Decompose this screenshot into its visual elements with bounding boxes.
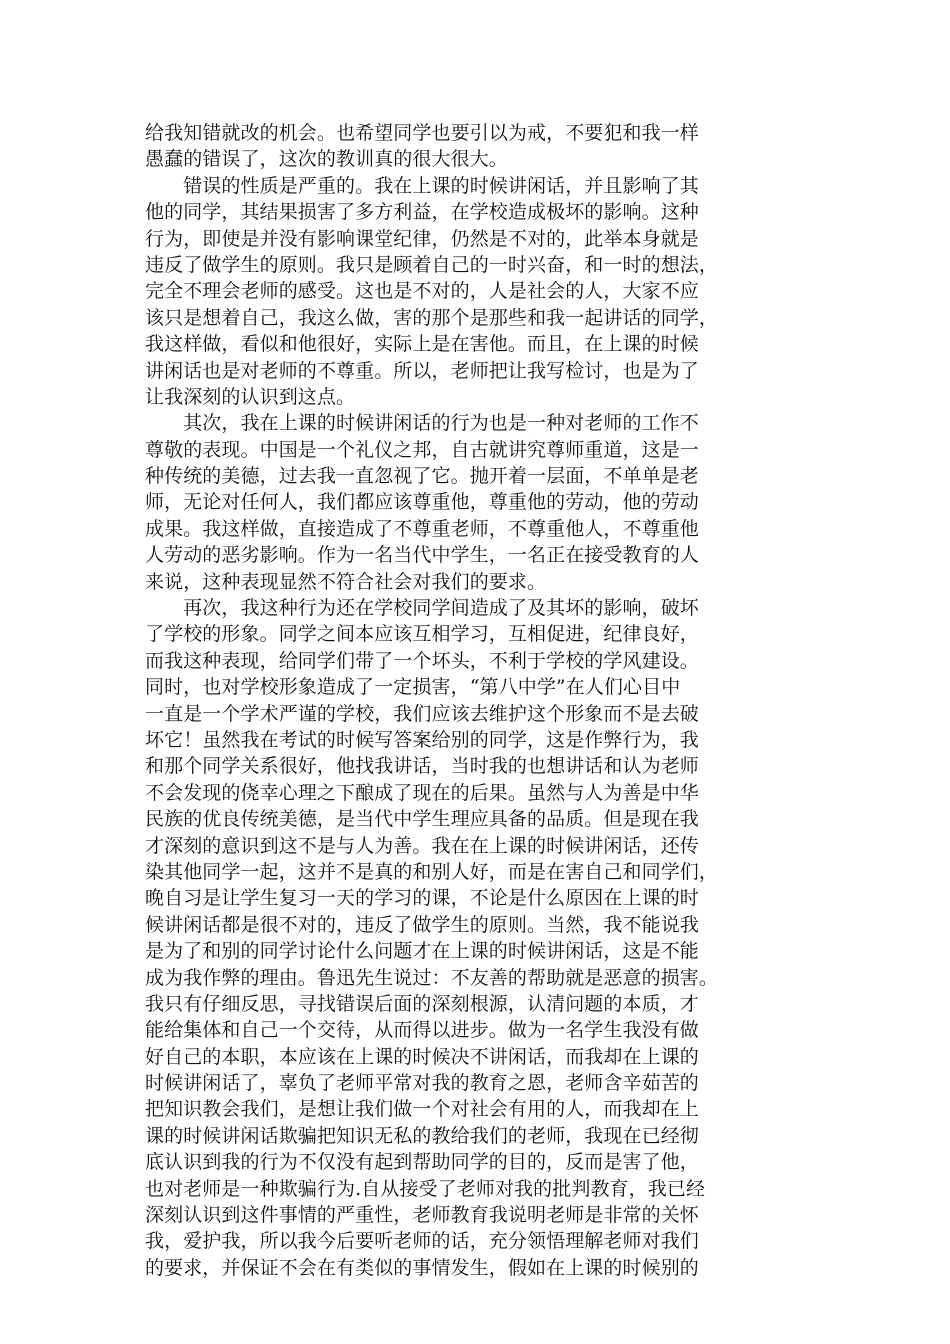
text-line: 把知识教会我们，是想让我们做一个对社会有用的人，而我却在上 bbox=[145, 1098, 699, 1121]
text-line: 成果。我这样做，直接造成了不尊重老师，不尊重他人，不尊重他 bbox=[145, 517, 699, 540]
text-line: 愚蠢的错误了，这次的教训真的很大很大。 bbox=[145, 148, 508, 171]
text-line: 民族的优良传统美德，是当代中学生理应具备的品质。但是现在我 bbox=[145, 808, 699, 831]
text-line: 同时，也对学校形象造成了一定损害，“第八中学”在人们心目中 bbox=[145, 676, 681, 699]
text-line: 好自己的本职，本应该在上课的时候决不讲闲话，而我却在上课的 bbox=[145, 1045, 699, 1068]
text-line: 违反了做学生的原则。我只是顾着自己的一时兴奋，和一时的想法， bbox=[145, 253, 719, 276]
text-line: 深刻认识到这件事情的严重性，老师教育我说明老师是非常的关怀 bbox=[145, 1204, 699, 1227]
text-line: 再次，我这种行为还在学校同学间造成了及其坏的影响，破坏 bbox=[145, 597, 699, 620]
text-line: 底认识到我的行为不仅没有起到帮助同学的目的，反而是害了他， bbox=[145, 1151, 699, 1174]
text-line: 了学校的形象。同学之间本应该互相学习，互相促进，纪律良好， bbox=[145, 623, 699, 646]
text-line: 来说，这种表现显然不符合社会对我们的要求。 bbox=[145, 570, 547, 593]
text-line: 错误的性质是严重的。我在上课的时候讲闲话，并且影响了其 bbox=[145, 174, 699, 197]
text-line: 该只是想着自己，我这么做，害的那个是那些和我一起讲话的同学， bbox=[145, 306, 719, 329]
text-line: 候讲闲话都是很不对的，违反了做学生的原则。当然，我不能说我 bbox=[145, 913, 699, 936]
text-line: 他的同学，其结果损害了多方利益，在学校造成极坏的影响。这种 bbox=[145, 201, 699, 224]
text-line: 是为了和别的同学讨论什么问题才在上课的时候讲闲话，这是不能 bbox=[145, 940, 699, 963]
text-line: 给我知错就改的机会。也希望同学也要引以为戒，不要犯和我一样 bbox=[145, 122, 699, 144]
text-line: 完全不理会老师的感受。这也是不对的，人是社会的人，大家不应 bbox=[145, 280, 699, 303]
text-line: 能给集体和自己一个交待，从而得以进步。做为一名学生我没有做 bbox=[145, 1019, 699, 1042]
text-line: 坏它！虽然我在考试的时候写答案给别的同学，这是作弊行为，我 bbox=[145, 728, 699, 751]
text-line: 其次，我在上课的时候讲闲话的行为也是一种对老师的工作不 bbox=[145, 412, 699, 435]
text-line: 不会发现的侥幸心理之下酿成了现在的后果。虽然与人为善是中华 bbox=[145, 781, 699, 804]
text-line: 晚自习是让学生复习一天的学习的课，不论是什么原因在上课的时 bbox=[145, 887, 699, 910]
text-line: 让我深刻的认识到这点。 bbox=[145, 385, 356, 408]
text-line: 而我这种表现，给同学们带了一个坏头，不利于学校的学风建设。 bbox=[145, 649, 699, 672]
text-line: 成为我作弊的理由。鲁迅先生说过：不友善的帮助就是恶意的损害。 bbox=[145, 966, 719, 989]
text-line: 我，爱护我，所以我今后要听老师的话，充分领悟理解老师对我们 bbox=[145, 1230, 699, 1253]
text-line: 人劳动的恶劣影响。作为一名当代中学生，一名正在接受教育的人 bbox=[145, 544, 699, 567]
text-line: 行为，即使是并没有影响课堂纪律，仍然是不对的，此举本身就是 bbox=[145, 227, 699, 250]
text-line: 时候讲闲话了，辜负了老师平常对我的教育之恩，老师含辛茹苦的 bbox=[145, 1072, 699, 1095]
text-line: 师，无论对任何人，我们都应该尊重他，尊重他的劳动，他的劳动 bbox=[145, 491, 699, 514]
text-line: 和那个同学关系很好，他找我讲话，当时我的也想讲话和认为老师 bbox=[145, 755, 699, 778]
text-line: 我这样做，看似和他很好，实际上是在害他。而且，在上课的时候 bbox=[145, 333, 699, 356]
document-body bbox=[145, 120, 805, 1281]
text-line: 一直是一个学术严谨的学校，我们应该去维护这个形象而不是去破 bbox=[145, 702, 699, 725]
text-line: 染其他同学一起，这并不是真的和别人好，而是在害自己和同学们， bbox=[145, 860, 719, 883]
text-line: 我只有仔细反思，寻找错误后面的深刻根源，认清问题的本质，才 bbox=[145, 992, 699, 1015]
text-line: 讲闲话也是对老师的不尊重。所以，老师把让我写检讨，也是为了 bbox=[145, 359, 699, 382]
text-line: 课的时候讲闲话欺骗把知识无私的教给我们的老师，我现在已经彻 bbox=[145, 1124, 699, 1147]
text-line: 才深刻的意识到这不是与人为善。我在在上课的时候讲闲话，还传 bbox=[145, 834, 699, 857]
text-line: 的要求，并保证不会在有类似的事情发生，假如在上课的时候别的 bbox=[145, 1256, 699, 1279]
text-line: 种传统的美德，过去我一直忽视了它。抛开着一层面，不单单是老 bbox=[145, 465, 699, 488]
text-line: 也对老师是一种欺骗行为.自从接受了老师对我的批判教育，我已经 bbox=[145, 1177, 706, 1200]
text-line: 尊敬的表现。中国是一个礼仪之邦，自古就讲究尊师重道，这是一 bbox=[145, 438, 699, 461]
